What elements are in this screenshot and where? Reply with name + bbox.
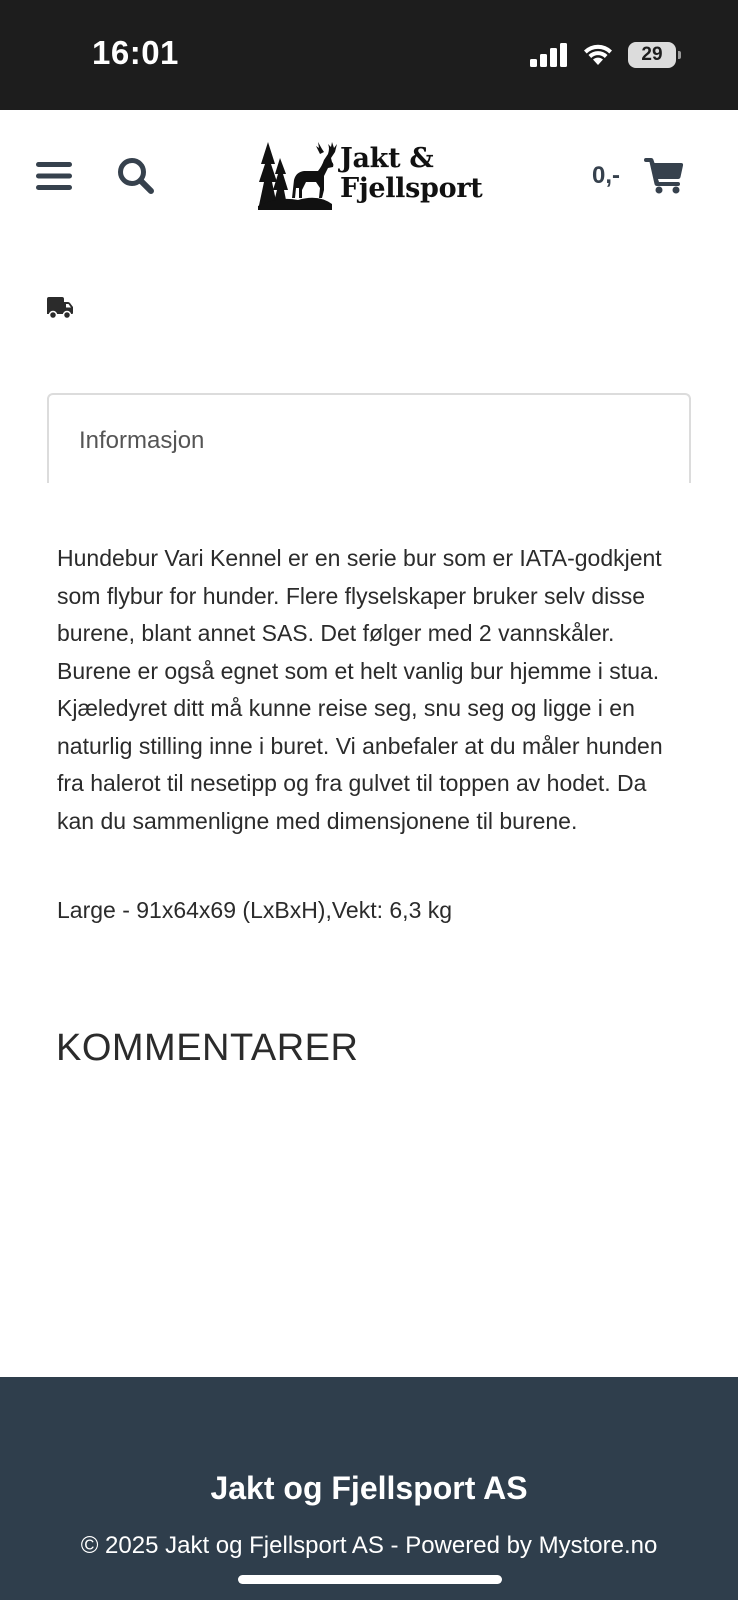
product-description: Hundebur Vari Kennel er en serie bur som er IATA-godkjent som flybur for hunder. Flere flyselskaper bruker selv disse burene, blant annet SAS. Det følger med 2 vannskåler. Burene er også egnet som et helt vanlig bur hjemme i stua. Kjæledyret ditt må kunne reise seg, snu seg og ligge i en naturlig stilling inne i buret. Vi anbefaler at du måler hunden fra halerot til nesetipp og fra gulvet til toppen av hodet. Da kan du sammenligne med dimensjonene til burene. <box>57 545 663 834</box>
site-header <box>0 110 738 240</box>
cart-button[interactable] <box>644 158 684 194</box>
status-icons <box>530 40 676 70</box>
cellular-signal-icon <box>530 43 568 67</box>
home-indicator[interactable] <box>238 1575 502 1584</box>
battery-icon <box>628 42 676 68</box>
menu-button[interactable] <box>36 160 72 192</box>
search-icon <box>116 156 156 196</box>
tab-informasjon[interactable] <box>47 393 691 483</box>
tab-label: Informasjon <box>79 427 205 454</box>
truck-icon <box>47 297 73 319</box>
battery-level: 29 <box>641 44 663 65</box>
wifi-icon <box>582 43 614 67</box>
footer-company-name: Jakt og Fjellsport AS <box>210 1470 528 1506</box>
logo-text <box>340 144 482 204</box>
site-logo[interactable] <box>258 138 482 216</box>
logo-line-2: Fjellsport <box>340 173 483 204</box>
footer-copyright: © 2025 Jakt og Fjellsport AS - Powered by Mystore.no <box>80 1532 658 1559</box>
cart-icon <box>644 158 684 194</box>
product-spec: Large - 91x64x69 (LxBxH),Vekt: 6,3 kg <box>57 897 453 923</box>
cart-total[interactable]: 0,- <box>592 162 621 189</box>
status-time: 16:01 <box>92 34 179 71</box>
comments-heading: KOMMENTARER <box>56 1027 359 1069</box>
logo-moose-trees-icon <box>258 138 340 216</box>
search-button[interactable] <box>116 156 156 196</box>
status-bar <box>0 0 738 110</box>
menu-icon <box>36 160 72 192</box>
site-footer <box>0 1377 738 1600</box>
logo-line-1: Jakt & <box>340 143 434 174</box>
